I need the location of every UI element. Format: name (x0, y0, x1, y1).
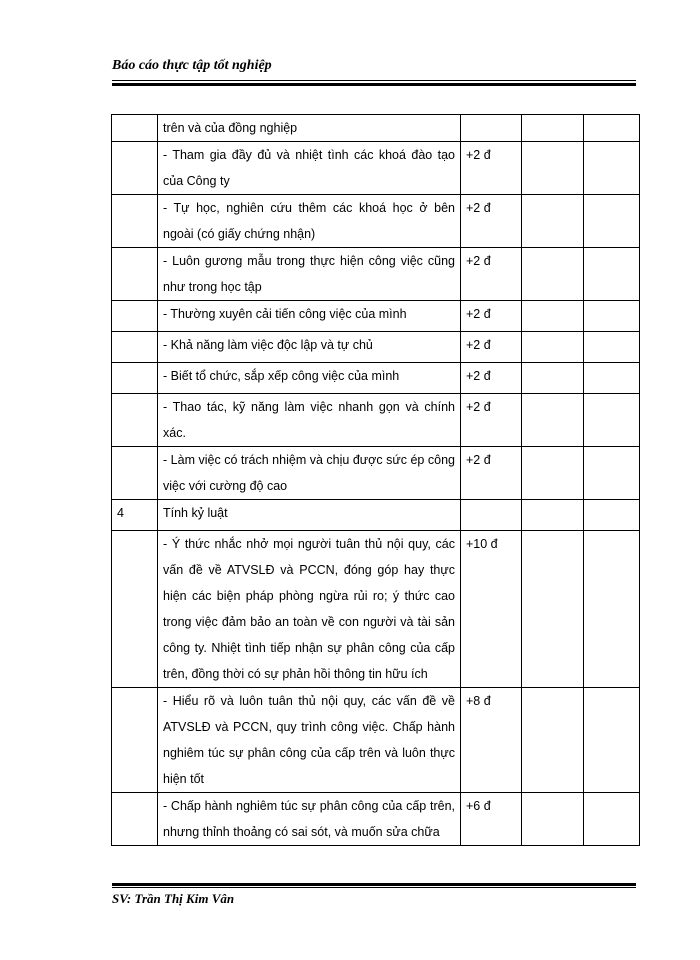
score-cell-2 (584, 301, 640, 332)
score-cell-1 (522, 793, 584, 846)
row-number-cell (112, 688, 158, 793)
row-number-cell: 4 (112, 500, 158, 531)
score-cell-2 (584, 195, 640, 248)
criteria-cell: - Tham gia đầy đủ và nhiệt tình các khoá đào tạo của Công ty (158, 142, 461, 195)
row-number-cell (112, 115, 158, 142)
row-number-cell (112, 195, 158, 248)
points-cell: +2 đ (461, 447, 522, 500)
score-cell-1 (522, 394, 584, 447)
score-cell-1 (522, 500, 584, 531)
row-number-cell (112, 332, 158, 363)
score-cell-1 (522, 195, 584, 248)
score-cell-1 (522, 248, 584, 301)
score-cell-2 (584, 688, 640, 793)
page-footer-author: SV: Trần Thị Kim Vân (112, 891, 235, 906)
footer-rule-thick (112, 883, 636, 886)
header-rule-thick (112, 83, 636, 86)
criteria-cell: - Làm việc có trách nhiệm và chịu được sức ép công việc với cường độ cao (158, 447, 461, 500)
score-cell-1 (522, 142, 584, 195)
criteria-cell: - Luôn gương mẫu trong thực hiện công việc cũng như trong học tập (158, 248, 461, 301)
row-number-cell (112, 394, 158, 447)
table-row (112, 447, 640, 500)
score-cell-2 (584, 531, 640, 688)
score-cell-1 (522, 531, 584, 688)
row-number-cell (112, 363, 158, 394)
score-cell-2 (584, 394, 640, 447)
criteria-cell: - Ý thức nhắc nhở mọi người tuân thủ nội quy, các vấn đề về ATVSLĐ và PCCN, đóng góp hay thực hiện các biện pháp phòng ngừa rủi ro; ý thức cao trong việc đảm bảo an toàn về con người và tài sản công ty. Nhiệt tình tiếp nhận sự phân công của cấp trên, đồng thời có sự phản hồi thông tin hữu ích (158, 531, 461, 688)
criteria-cell: - Tự học, nghiên cứu thêm các khoá học ở bên ngoài (có giấy chứng nhận) (158, 195, 461, 248)
criteria-cell: - Thao tác, kỹ năng làm việc nhanh gọn và chính xác. (158, 394, 461, 447)
score-cell-2 (584, 793, 640, 846)
row-number-cell (112, 447, 158, 500)
score-cell-1 (522, 301, 584, 332)
table-row (112, 394, 640, 447)
table-row (112, 500, 640, 531)
table-row (112, 115, 640, 142)
score-cell-2 (584, 332, 640, 363)
evaluation-table (111, 114, 640, 846)
row-number-cell (112, 142, 158, 195)
criteria-cell: - Thường xuyên cải tiến công việc của mình (158, 301, 461, 332)
table-row (112, 688, 640, 793)
score-cell-2 (584, 142, 640, 195)
header-rule-thin (112, 80, 636, 81)
score-cell-1 (522, 115, 584, 142)
table-row (112, 793, 640, 846)
points-cell: +6 đ (461, 793, 522, 846)
points-cell: +2 đ (461, 363, 522, 394)
row-number-cell (112, 248, 158, 301)
page-header-title: Báo cáo thực tập tốt nghiệp (112, 58, 272, 73)
points-cell (461, 500, 522, 531)
criteria-cell: - Hiểu rõ và luôn tuân thủ nội quy, các vấn đề về ATVSLĐ và PCCN, quy trình công việc. Chấp hành nghiêm túc sự phân công của cấp trên và luôn thực hiện tốt (158, 688, 461, 793)
points-cell: +10 đ (461, 531, 522, 688)
row-number-cell (112, 531, 158, 688)
points-cell: +2 đ (461, 332, 522, 363)
footer-rule-thin (112, 887, 636, 888)
table-row (112, 332, 640, 363)
criteria-cell: trên và của đồng nghiệp (158, 115, 461, 142)
points-cell: +2 đ (461, 394, 522, 447)
table-row (112, 363, 640, 394)
score-cell-2 (584, 248, 640, 301)
points-cell: +8 đ (461, 688, 522, 793)
table-row (112, 248, 640, 301)
score-cell-2 (584, 447, 640, 500)
table-row (112, 531, 640, 688)
table-row (112, 195, 640, 248)
criteria-cell: - Khả năng làm việc độc lập và tự chủ (158, 332, 461, 363)
criteria-cell: - Biết tổ chức, sắp xếp công việc của mình (158, 363, 461, 394)
score-cell-2 (584, 500, 640, 531)
points-cell: +2 đ (461, 301, 522, 332)
score-cell-1 (522, 447, 584, 500)
score-cell-1 (522, 332, 584, 363)
criteria-cell: - Chấp hành nghiêm túc sự phân công của cấp trên, nhưng thỉnh thoảng có sai sót, và muốn sửa chữa (158, 793, 461, 846)
points-cell: +2 đ (461, 195, 522, 248)
criteria-cell: Tính kỷ luật (158, 500, 461, 531)
score-cell-1 (522, 363, 584, 394)
table-row (112, 301, 640, 332)
score-cell-2 (584, 115, 640, 142)
table-row (112, 142, 640, 195)
score-cell-1 (522, 688, 584, 793)
points-cell: +2 đ (461, 142, 522, 195)
points-cell (461, 115, 522, 142)
score-cell-2 (584, 363, 640, 394)
points-cell: +2 đ (461, 248, 522, 301)
row-number-cell (112, 793, 158, 846)
row-number-cell (112, 301, 158, 332)
